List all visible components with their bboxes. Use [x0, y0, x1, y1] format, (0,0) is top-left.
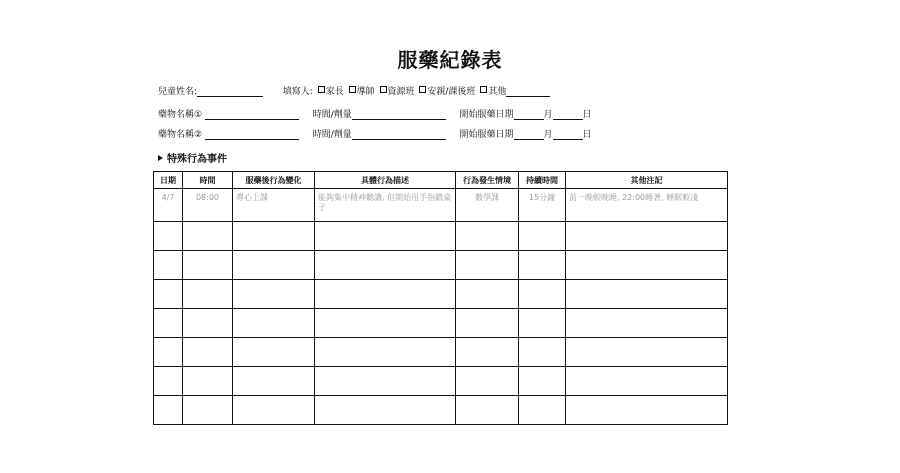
cell-notes[interactable]: [566, 309, 728, 338]
cell-behavior-change[interactable]: [233, 222, 315, 251]
cell-time[interactable]: [183, 338, 233, 367]
cell-behavior-change[interactable]: [233, 280, 315, 309]
cell-time[interactable]: [183, 396, 233, 425]
cell-context[interactable]: 數學課: [456, 189, 519, 222]
cell-notes[interactable]: 前一晚較晚睡, 22:00睡著, 睡眠較淺: [566, 189, 728, 222]
header-time: 時間: [183, 172, 233, 189]
cell-behavior-description[interactable]: [315, 251, 456, 280]
cell-behavior-change[interactable]: [233, 396, 315, 425]
cell-date[interactable]: [154, 396, 183, 425]
cell-duration[interactable]: [519, 396, 566, 425]
checkbox-resource-class[interactable]: [380, 86, 387, 93]
filler-option-other: 其他: [488, 87, 507, 97]
cell-context[interactable]: [456, 396, 519, 425]
checkbox-teacher[interactable]: [349, 86, 356, 93]
cell-duration[interactable]: [519, 251, 566, 280]
header-date: 日期: [154, 172, 183, 189]
drug1-day-blank[interactable]: [553, 110, 583, 120]
header-duration: 持續時間: [519, 172, 566, 189]
cell-notes[interactable]: [566, 396, 728, 425]
cell-context[interactable]: [456, 367, 519, 396]
behavior-event-table: [153, 171, 728, 425]
drug1-blank[interactable]: [205, 110, 299, 120]
filler-label: 填寫人:: [282, 87, 313, 97]
cell-behavior-change[interactable]: [233, 338, 315, 367]
drug1-start-date-label: 開始服藥日期: [459, 110, 514, 120]
filler-option-resource-class: 資源班: [387, 87, 415, 97]
cell-time[interactable]: [183, 367, 233, 396]
section-title: 特殊行為事件: [167, 154, 227, 165]
cell-behavior-description[interactable]: [315, 396, 456, 425]
cell-behavior-description[interactable]: [315, 309, 456, 338]
cell-date[interactable]: [154, 280, 183, 309]
cell-date[interactable]: [154, 338, 183, 367]
table-row: [154, 338, 728, 367]
table-row: [154, 222, 728, 251]
cell-context[interactable]: [456, 251, 519, 280]
drug2-blank[interactable]: [205, 130, 299, 140]
cell-behavior-change[interactable]: [233, 309, 315, 338]
cell-time[interactable]: 08:00: [183, 189, 233, 222]
header-notes: 其他注記: [566, 172, 728, 189]
cell-context[interactable]: [456, 222, 519, 251]
cell-behavior-change[interactable]: [233, 367, 315, 396]
drug1-time-dose-label: 時間/劑量: [312, 110, 352, 120]
drug2-day-blank[interactable]: [553, 130, 583, 140]
drug1-month-blank[interactable]: [514, 110, 544, 120]
cell-time[interactable]: [183, 222, 233, 251]
drug1-month-label: 月: [543, 110, 553, 120]
cell-context[interactable]: [456, 338, 519, 367]
cell-time[interactable]: [183, 280, 233, 309]
table-row: [154, 367, 728, 396]
cell-behavior-change[interactable]: [233, 251, 315, 280]
cell-date[interactable]: [154, 309, 183, 338]
section-heading: [158, 150, 227, 165]
cell-context[interactable]: [456, 309, 519, 338]
cell-behavior-change[interactable]: 專心上課: [233, 189, 315, 222]
drug2-month-blank[interactable]: [514, 130, 544, 140]
cell-duration[interactable]: [519, 280, 566, 309]
filler-option-afterschool: 安親/課後班: [427, 87, 476, 97]
page-title: 服藥紀錄表: [397, 48, 503, 72]
table-row: [154, 396, 728, 425]
cell-date[interactable]: [154, 222, 183, 251]
cell-duration[interactable]: [519, 222, 566, 251]
cell-behavior-description[interactable]: [315, 367, 456, 396]
drug2-label: 藥物名稱②: [158, 130, 203, 140]
cell-behavior-description[interactable]: [315, 280, 456, 309]
table-header-row: [154, 172, 728, 189]
drug1-row: [158, 107, 592, 120]
cell-behavior-description[interactable]: [315, 222, 456, 251]
cell-behavior-description[interactable]: [315, 338, 456, 367]
cell-notes[interactable]: [566, 367, 728, 396]
table-row: [154, 189, 728, 222]
drug2-time-dose-blank[interactable]: [352, 130, 446, 140]
child-name-blank[interactable]: [197, 87, 263, 97]
drug2-day-label: 日: [582, 130, 592, 140]
other-blank[interactable]: [506, 87, 550, 97]
cell-duration[interactable]: [519, 309, 566, 338]
header-behavior-change: 服藥後行為變化: [233, 172, 315, 189]
cell-date[interactable]: [154, 367, 183, 396]
cell-duration[interactable]: 15分鐘: [519, 189, 566, 222]
cell-notes[interactable]: [566, 251, 728, 280]
cell-notes[interactable]: [566, 222, 728, 251]
cell-time[interactable]: [183, 309, 233, 338]
cell-notes[interactable]: [566, 280, 728, 309]
cell-duration[interactable]: [519, 338, 566, 367]
table-row: [154, 251, 728, 280]
filler-option-teacher: 導師: [356, 87, 375, 97]
drug2-row: [158, 127, 592, 140]
drug2-start-date-label: 開始服藥日期: [459, 130, 514, 140]
cell-behavior-description[interactable]: 能夠集中精神聽講, 但開始用手指戳桌子: [315, 189, 456, 222]
header-behavior-description: 具體行為描述: [315, 172, 456, 189]
drug1-label: 藥物名稱①: [158, 110, 203, 120]
filler-option-parent: 家長: [325, 87, 344, 97]
drug2-month-label: 月: [543, 130, 553, 140]
cell-context[interactable]: [456, 280, 519, 309]
cell-date[interactable]: [154, 251, 183, 280]
table-row: [154, 309, 728, 338]
cell-time[interactable]: [183, 251, 233, 280]
checkbox-parent[interactable]: [318, 86, 325, 93]
cell-notes[interactable]: [566, 338, 728, 367]
drug1-day-label: 日: [582, 110, 592, 120]
drug2-time-dose-label: 時間/劑量: [312, 130, 352, 140]
child-name-label: 兒童姓名:: [158, 87, 198, 97]
cell-date[interactable]: 4/7: [154, 189, 183, 222]
triangle-bullet-icon: [158, 155, 163, 161]
drug1-time-dose-blank[interactable]: [352, 110, 446, 120]
header-context: 行為發生情境: [456, 172, 519, 189]
checkbox-afterschool[interactable]: [419, 86, 426, 93]
checkbox-other[interactable]: [480, 86, 487, 93]
cell-duration[interactable]: [519, 367, 566, 396]
table-row: [154, 280, 728, 309]
child-info-row: [158, 84, 550, 97]
